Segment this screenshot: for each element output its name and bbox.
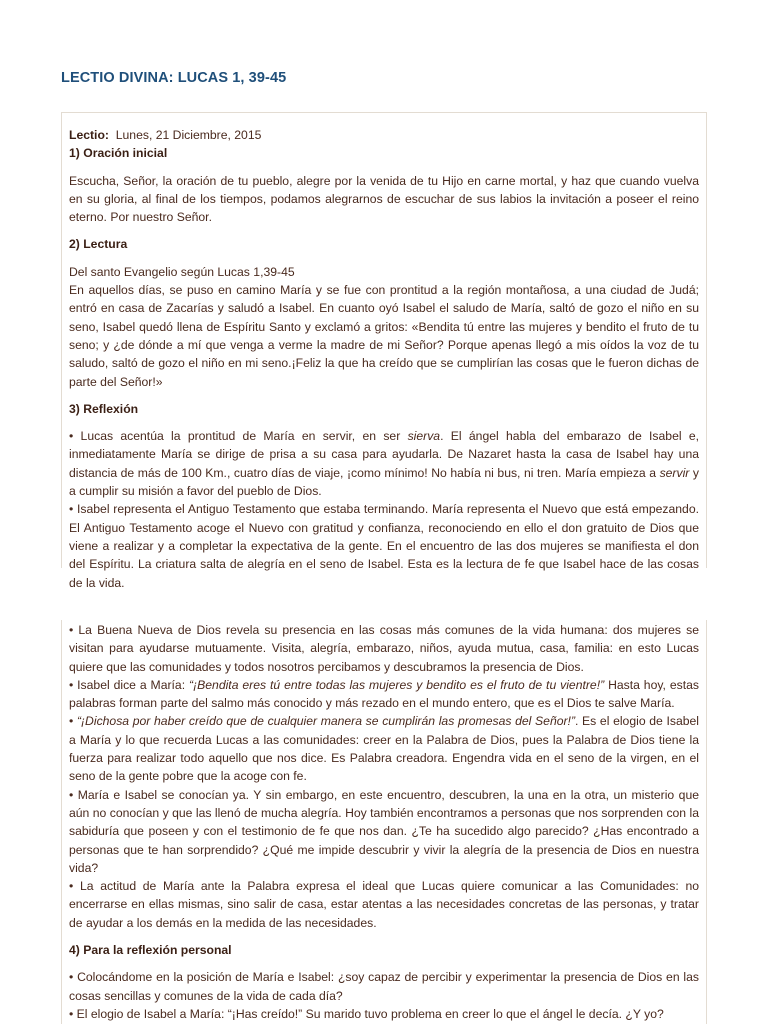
personal-bullet-1: • Colocándome en la posición de María e Isabel: ¿soy capaz de percibir y experimentar la presencia de Dios en las cosas sencillas y comunes de la vida de cada día? xyxy=(69,970,699,1003)
reflexion-bullet-6: • María e Isabel se conocían ya. Y sin embargo, en este encuentro, descubren, la una en la otra, un misterio que aún no conocían y que las llenó de mucha alegría. Hoy también encontramos a personas que nos sorprenden con la sabiduría que poseen y con el testimonio de fe que nos dan. ¿Te ha sucedido algo parecido? ¿Has encontrado a personas que te han sorprendido? ¿Qué me impide descubrir y vivir la alegría de la presencia de Dios en nuestra vida? xyxy=(69,787,699,875)
lectura-text: En aquellos días, se puso en camino María y se fue con prontitud a la región montañosa, a una ciudad de Judá; entró en casa de Zacarías y saludó a Isabel. En cuanto oyó Isabel el saludo de María, saltó de gozo el niño en su seno, Isabel quedó llena de Espíritu Santo y exclamó a gritos: «Bendita tú entre las mujeres y bendito el fruto de tu seno; y ¿de dónde a mí que venga a verme la madre de mi Señor? Porque apenas llegó a mis oídos la voz de tu saludo, saltó de gozo el niño en mi seno.¡Feliz la que ha creído que se cumplirían las cosas que le fueron dichas de parte del Señor!» xyxy=(69,283,699,389)
lectura-source: Del santo Evangelio según Lucas 1,39-45 xyxy=(69,264,295,279)
reflexion-bullet-1: • Lucas acentúa la prontitud de María en servir, en ser sierva. El ángel habla del embarazo de Isabel e, inmediatamente María se dirige de prisa a su casa para ayudarla. De Nazaret hasta la casa de Isabel hay una distancia de más de 100 Km., cuatro días de viaje, ¡como mínimo! No había ni bus, ni tren. María empieza a servir y a cumplir su misión a favor del pueblo de Dios. xyxy=(69,429,700,499)
reflexion-bullet-2: • Isabel representa el Antiguo Testamento que estaba terminando. María representa el Nuevo que está empezando. El Antiguo Testamento acoge el Nuevo con gratitud y confianza, reconociendo en ello el don gratuito de Dios que viene a realizar y a completar la expectativa de la gente. En el encuentro de las dos mujeres se manifiesta el don del Espíritu. La criatura salta de alegría en el seno de Isabel. Esta es la lectura de fe que Isabel hace de las cosas de la vida. xyxy=(69,502,699,590)
section-heading-reflexion-personal: 4) Para la reflexión personal xyxy=(69,943,232,958)
reflexion-bullet-7: • La actitud de María ante la Palabra expresa el ideal que Lucas quiere comunicar a las Comunidades: no encerrarse en ellas mismas, sino salir de casa, estar atentas a las necesidades concretas de las personas, y tratar de ayudar a los demás en la medida de las necesidades. xyxy=(69,879,699,930)
personal-bullet-2: • El elogio de Isabel a María: “¡Has creído!” Su marido tuvo problema en creer lo que el ángel le decía. ¿Y yo? xyxy=(69,1006,664,1021)
oracion-text: Escucha, Señor, la oración de tu pueblo, alegre por la venida de tu Hijo en carne mortal, y haz que cuando vuelva en su gloria, al final de los tiempos, podamos alegrarnos de escuchar de sus labios la invitación a poseer el reino eterno. Por nuestro Señor. xyxy=(69,173,699,225)
lectio-header xyxy=(69,126,699,144)
section-heading-reflexion: 3) Reflexión xyxy=(69,401,139,416)
page-title: LECTIO DIVINA: LUCAS 1, 39-45 xyxy=(61,70,287,86)
section-heading-oracion: 1) Oración inicial xyxy=(69,146,168,161)
reflexion-bullet-3: • La Buena Nueva de Dios revela su presencia en las cosas más comunes de la vida humana: dos mujeres se visitan para ayudarse mutuamente. Visita, alegría, embarazo, niños, ayuda mutua, casa, familia: en esto Lucas quiere que las comunidades y todos nosotros percibamos y descubramos la presencia de Dios. xyxy=(69,623,699,674)
page-card-1 xyxy=(61,112,707,590)
lectio-label: Lectio: xyxy=(69,128,109,142)
section-heading-lectura: 2) Lectura xyxy=(69,237,128,252)
page-card-2 xyxy=(61,620,707,1024)
reflexion-bullet-4: • Isabel dice a María: “¡Bendita eres tú entre todas las mujeres y bendito es el fruto de tu vientre!” Hasta hoy, estas palabras forman parte del salmo más conocido y más rezado en el mundo entero, que es el Dios te salve María. xyxy=(69,677,699,711)
lectio-date: Lunes, 21 Diciembre, 2015 xyxy=(115,128,262,142)
reflexion-bullet-5: • “¡Dichosa por haber creído que de cualquier manera se cumplirán las promesas del Señor!”. Es el elogio de Isabel a María y lo que recuerda Lucas a las comunidades: creer en la Palabra de Dios, pues la Palabra de Dios tiene la fuerza para realizar todo aquello que nos dice. Es Palabra creadora. Engendra vida en el seno de la virgen, en el seno de la gente pobre que la acoge con fe. xyxy=(69,714,699,784)
